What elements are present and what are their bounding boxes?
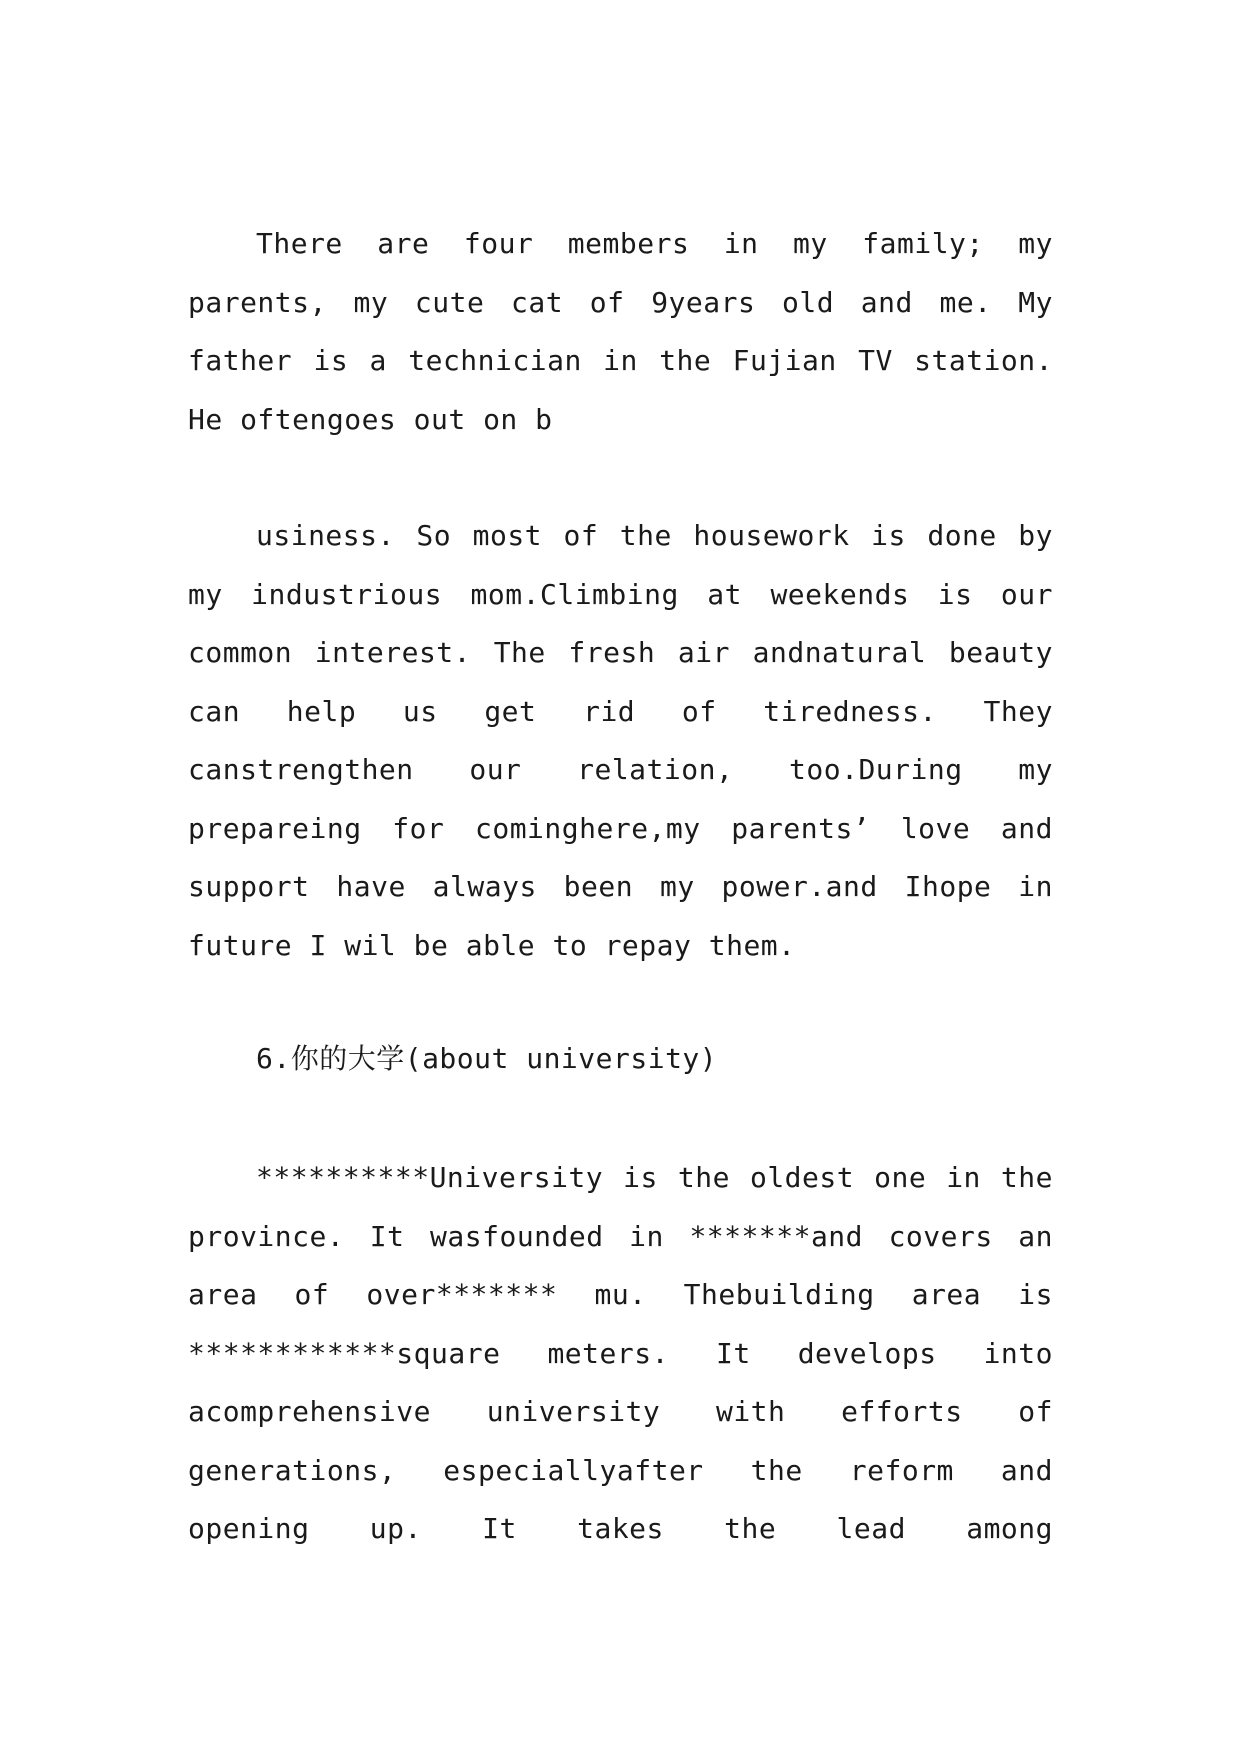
paragraph-family-intro: There are four members in my family; my parents, my cute cat of 9years old and me. My father is a technician in the Fujian TV station. He oftengoes out on b <box>188 227 1053 436</box>
paragraph-family-continued: usiness. So most of the housework is done by my industrious mom.Climbing at weekends is our common interest. The fresh air andnatural beauty can help us get rid of tiredness. They canstrengthen our relation, too.During my prepareing for cominghere,my parents’ love and support have always been my power.and Ihope in future I wil be able to repay them. <box>188 519 1053 962</box>
paragraph-university: **********University is the oldest one in the province. It wasfounded in *******and covers an area of over******* mu. Thebuilding area is ************square meters. It develops into acomprehensive university with efforts of generations, especiallyafter the reform and opening up. It takes the lead among <box>188 1161 1053 1545</box>
section-heading-university: 6.你的大学(about university) <box>256 1042 718 1075</box>
